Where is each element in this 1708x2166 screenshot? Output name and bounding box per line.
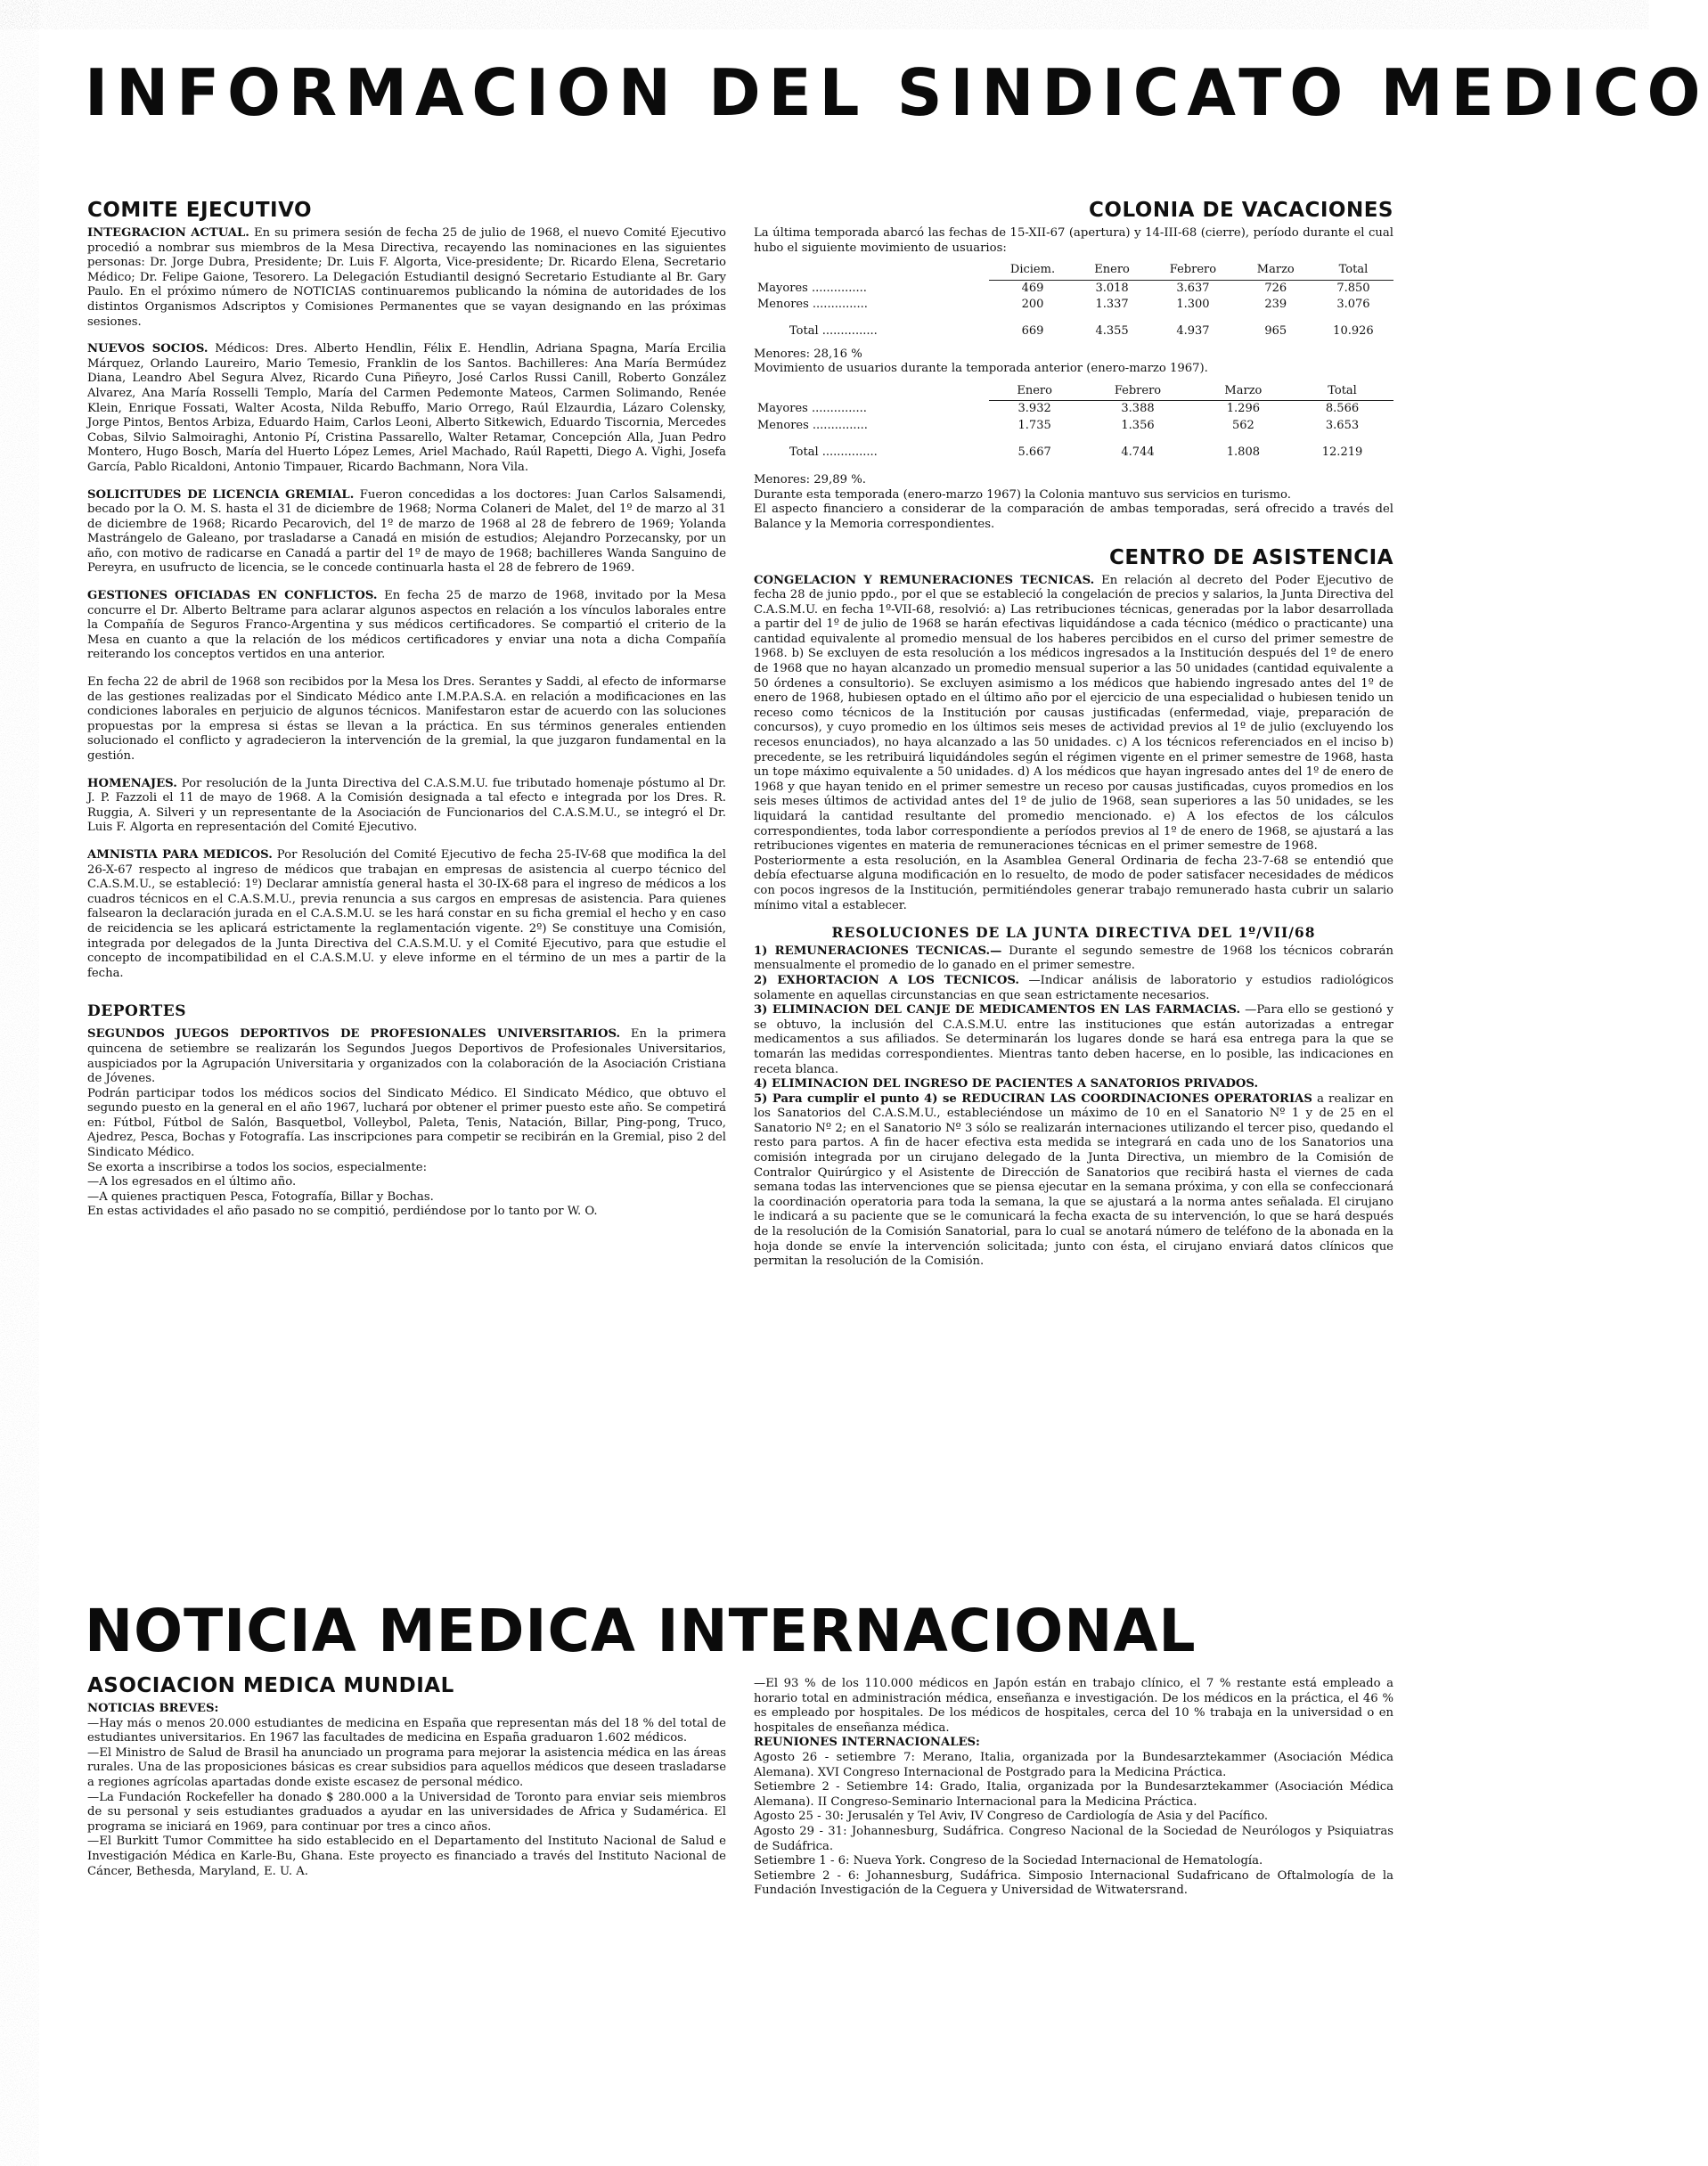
table-header [754, 261, 989, 280]
right-column [754, 198, 1393, 1270]
resolucion-3-lead: 3) ELIMINACION DEL CANJE DE MEDICAMENTOS EN LAS FARMACIAS. [754, 1003, 1241, 1018]
table-cell: 239 [1264, 298, 1287, 312]
licencia-lead: SOLICITUDES DE LICENCIA GREMIAL. [87, 487, 355, 502]
bottom-right-column [754, 1673, 1393, 1899]
table-cell: 4.937 [1176, 323, 1210, 338]
table-cell: 1.300 [1176, 298, 1210, 312]
table-header: Enero [1076, 261, 1148, 280]
resolucion-2-lead: 2) EXHORTACION A LOS TECNICOS. [754, 973, 1019, 987]
colonia-intro: La última temporada abarcó las fechas de 15-XII-67 (apertura) y 14-III-68 (cierre), período durante el cual hubo el siguiente movimiento de usuarios: [754, 226, 1393, 255]
posterior-paragraph: Posteriormente a esta resolución, en la Asamblea General Ordinaria de fecha 23-7-68 se entendió que debía efectuarse alguna modificación en lo resuelto, de modo de poder satisfacer necesidades de médicos con pocos ingresos de la Institución, permitiéndoles generar trabajo remunerado hasta cubrir un salario mínimo vital a establecer. [754, 854, 1393, 912]
resolucion-3 [754, 1003, 1393, 1077]
socios-paragraph [87, 342, 726, 475]
resolucion-5-lead: 5) Para cumplir el punto 4) se REDUCIRAN LAS COORDINACIONES OPERATORIAS [754, 1091, 1312, 1106]
banner-top-title: INFORMACION DEL SINDICATO MEDICO [85, 55, 1708, 130]
asociacion-title: ASOCIACION MEDICA MUNDIAL [87, 1674, 454, 1697]
table-cell: 1.296 [1226, 402, 1260, 416]
deportes-title: DEPORTES [87, 1002, 187, 1021]
table-cell: 3.653 [1325, 418, 1360, 432]
resolucion-5-text: a realizar en los Sanatorios del C.A.S.M.U., estableciéndose un máximo de 10 en el Sanatorio Nº 1 y de 25 en el Sanatorio Nº 2; en el Sanatorio Nº 3 sólo se realizarán internaciones utilizando el tercer piso, quedando el resto para partos. A fin de hacer efectiva esta medida se integrará en cada uno de los Sanatorios una comisión integrada por un cirujano delegado de la Junta Directiva, un miembro de la Comisión de Contralor Quirúrgico y el Asistente de Dirección de Sanatorios que recibirá hasta el viernes de cada semana todas las intervenciones que se piensa ejecutar en la semana próxima, y con ella se confeccionará la coordinación operatoria para toda la semana, la que se ajustará a la norma antes señalada. El cirujano le indicará a su paciente que se le comunicará la fecha exacta de su intervención, lo que se hará después de la resolución de la Comisión Sanatorial, para lo cual se anotará número de teléfono de la abonada en la hoja donde se envíe la intervención solicitada; junto con ésta, el cirujano enviará datos clínicos que permitan la resolución de la Comisión. [754, 1091, 1393, 1269]
participar-paragraph: Podrán participar todos los médicos socios del Sindicato Médico. El Sindicato Médico, que obtuvo el segundo puesto en la general en el año 1967, luchará por obtener el primer puesto este año. Se competirá en: Fútbol, Fútbol de Salón, Basquetbol, Volleybol, Paleta, Tenis, Natación, Billar, Ping-pong, Truco, Ajedrez, Pesca, Bochas y Fotografía. Las inscripciones para competir se recibirán en la Gremial, piso 2 del Sindicato Médico. [87, 1086, 726, 1160]
exhorta-item-2: —A quienes practiquen Pesca, Fotografía, Billar y Bochas. [87, 1189, 434, 1204]
table-cell: 4.355 [1095, 323, 1129, 338]
reunion-item: Setiembre 2 - 6: Johannesburg, Sudáfrica. Simposio Internacional Sudafricano de Oftalmología de la Fundación Investigación de la Ceguera y Universidad de Witwatersrand. [754, 1868, 1393, 1898]
resolucion-5 [754, 1092, 1393, 1270]
comite-title: COMITE EJECUTIVO [87, 199, 313, 222]
noticia-2: —El Ministro de Salud de Brasil ha anunciado un programa para mejorar la asistencia médica en las áreas rurales. Una de las proposiciones básicas es crear subsidios para aquellos médicos que deseen trasladarse a regiones agrícolas apartadas donde existe escasez de personal médico. [87, 1745, 726, 1789]
table-cell: 4.744 [1121, 445, 1155, 459]
table-total-row [754, 435, 1393, 462]
noticia-5: —El 93 % de los 110.000 médicos en Japón están en trabajo clínico, el 7 % restante está empleado a horario total en administración médica, enseñanza e investigación. De los médicos en la práctica, el 46 % es empleado por hospitales. De los médicos de hospitales, cerca del 10 % trabaja en la universidad o en hospitales de enseñanza médica. [754, 1677, 1393, 1735]
table-cell: 562 [1231, 418, 1254, 432]
table-cell: 1.735 [1017, 418, 1051, 432]
table-cell: 965 [1264, 323, 1287, 338]
amnistia-lead: AMNISTIA PARA MEDICOS. [87, 847, 273, 862]
reuniones-label: REUNIONES INTERNACIONALES: [754, 1736, 980, 1750]
table-header-row [754, 382, 1393, 401]
menores-2: Menores: 29,89 %. [754, 473, 866, 487]
colonia-table-2 [754, 382, 1393, 461]
reunion-item: Agosto 25 - 30: Jerusalén y Tel Aviv, IV Congreso de Cardiología de Asia y del Pacífico. [754, 1810, 1269, 1824]
banner-bottom-title: NOTICIA MEDICA INTERNACIONAL [85, 1597, 1197, 1665]
table-header: Total [1291, 382, 1393, 401]
socios-lead: NUEVOS SOCIOS. [87, 342, 208, 356]
wo-paragraph: En estas actividades el año pasado no se compitió, perdiéndose por lo tanto por W. O. [87, 1205, 598, 1219]
table-cell: 5.667 [1017, 445, 1051, 459]
table-cell: 1.337 [1095, 298, 1129, 312]
resolucion-1-lead: 1) REMUNERACIONES TECNICAS.— [754, 944, 1002, 958]
table-cell: Total ............... [789, 445, 878, 459]
aspecto-paragraph: El aspecto financiero a considerar de la comparación de ambas temporadas, será ofrecido a través del Balance y la Memoria correspondientes. [754, 503, 1393, 531]
table-header [754, 382, 989, 401]
table-cell: 3.018 [1095, 281, 1129, 295]
table-cell: 669 [1021, 323, 1044, 338]
table-header: Febrero [1080, 382, 1195, 401]
centro-title: CENTRO DE ASISTENCIA [1109, 545, 1393, 569]
amnistia-text: Por Resolución del Comité Ejecutivo de fecha 25-IV-68 que modifica la del 26-X-67 respecto al ingreso de médicos que trabajan en empresas de asistencia al cuerpo técnico del C.A.S.M.U., se estableció: 1º) Declarar amnistía general hasta el 30-IX-68 para el ingreso de médicos a los cuadros técnicos en el C.A.S.M.U., previa renuncia a sus cargos en empresas de asistencia. Para quienes falsearon la declaración jurada en el C.A.S.M.U. se les hará constar en su ficha gremial el hecho y en caso de reicidencia se les aplicará estrictamente la reglamentación vigente. 2º) Se constituye una Comisión, integrada por delegados de la Junta Directiva del C.A.S.M.U. y el Comité Ejecutivo, para que estudie el concepto de incompatibilidad en el C.A.S.M.U. y eleve informe en el término de un mes a partir de la fecha. [87, 847, 727, 980]
resoluciones-title: RESOLUCIONES DE LA JUNTA DIRECTIVA DEL 1º/VII/68 [831, 924, 1316, 942]
table-cell: Total ............... [789, 323, 878, 338]
movimiento-paragraph: Movimiento de usuarios durante la temporada anterior (enero-marzo 1967). [754, 362, 1208, 376]
table-cell: Menores ............... [757, 298, 868, 312]
integracion-lead: INTEGRACION ACTUAL. [87, 226, 249, 240]
juegos-paragraph [87, 1027, 726, 1086]
gestiones-paragraph [87, 589, 726, 663]
resolucion-4 [754, 1077, 1393, 1092]
abril-paragraph: En fecha 22 de abril de 1968 son recibidos por la Mesa los Dres. Serantes y Saddi, al efecto de informarse de las gestiones realizadas por el Sindicato Médico ante I.M.P.A.S.A. en relación a modificaciones en las condiciones laborales en perjuicio de algunos técnicos. Manifestaron estar de acuerdo con las soluciones propuestas por la empresa si éstas se llevan a la práctica. En sus términos generales entienden solucionado el conflicto y agradecieron la intervención de la gremial, la que juzgaron fundamental en la gestión. [87, 675, 726, 763]
noticia-4: —El Burkitt Tumor Committee ha sido establecido en el Departamento del Instituto Nacional de Salud e Investigación Médica en Karle-Bu, Ghana. Este proyecto es financiado a través del Instituto Nacional de Cáncer, Bethesda, Maryland, E. U. A. [87, 1835, 726, 1878]
noticias-label: NOTICIAS BREVES: [87, 1702, 219, 1715]
table-cell: 3.637 [1176, 281, 1210, 295]
integracion-paragraph [87, 226, 726, 330]
resolucion-2-text: —Indicar análisis de laboratorio y estudios radiológicos solamente en aquellas circunstancias en que sean estrictamente necesarios. [754, 973, 1394, 1002]
table-header-row [754, 261, 1393, 280]
table-header: Total [1313, 261, 1393, 280]
table-total-row [754, 314, 1393, 340]
table-cell: Menores ............... [757, 418, 868, 432]
exhorta-paragraph: Se exorta a inscribirse a todos los socios, especialmente: [87, 1160, 428, 1174]
table-row [754, 401, 1393, 418]
resolucion-3-text: —Para ello se gestionó y se obtuvo, la inclusión del C.A.S.M.U. entre las instituciones que están autorizadas a entregar medicamentos a sus afiliados. Se determinarán los lugares donde se hará esa entrega para la que se tomarán las medidas correspondientes. Mientras tanto deben hacerse, en lo posible, las indicaciones en receta blanca. [754, 1003, 1394, 1076]
table-cell: 7.850 [1336, 281, 1370, 295]
table-header: Marzo [1238, 261, 1313, 280]
bottom-left-column [87, 1673, 726, 1879]
table-cell: Mayores ............... [757, 402, 867, 416]
reunion-item: Agosto 26 - setiembre 7: Merano, Italia, organizada por la Bundesarztekammer (Asociación Médica Alemana). XVI Congreso Internacional de Postgrado para la Medicina Práctica. [754, 1750, 1393, 1779]
reunion-item: Setiembre 2 - Setiembre 14: Grado, Italia, organizada por la Bundesarztekammer (Asociación Médica Alemana). II Congreso-Seminario Internacional para la Medicina Práctica. [754, 1780, 1393, 1809]
homenajes-lead: HOMENAJES. [87, 776, 177, 790]
amnistia-paragraph [87, 848, 726, 981]
table-row [754, 297, 1393, 314]
table-cell: 726 [1264, 281, 1287, 295]
juegos-lead: SEGUNDOS JUEGOS DEPORTIVOS DE PROFESIONALES UNIVERSITARIOS. [87, 1027, 621, 1042]
table-cell: 1.356 [1121, 418, 1155, 432]
table-cell: 3.076 [1336, 298, 1370, 312]
socios-text: Médicos: Dres. Alberto Hendlin, Félix E. Hendlin, Adriana Spagna, María Ercilia Márquez, Orlando Laureiro, Mario Temesio, Franklin de los Santos. Bachilleres: Ana María Bermúdez Diana, Leandro Abel Segura Alvez, Ricardo Cuna Piñeyro, José Carlos Russi Canill, Roberto González Alvarez, Ana María Rosselli Templo, María del Carmen Pedemonte Mateos, Carmen Solimando, Renée Klein, Enrique Fossati, Walter Acosta, Nilda Rebuffo, Mario Orrego, Raúl Elzaurdia, Lázaro Colensky, Jorge Pintos, Bentos Arbiza, Eduardo Haim, Carlos Leoni, Alberto Sitkewich, Eduardo Tiscornia, Mercedes Cobas, Silvio Salmoiraghi, Antonio Pí, Cristina Passarello, Walter Retamar, Concepción Alla, Juan Pedro Montero, Hugo Bosch, María del Huerto López Lemes, Ariel Machado, Raúl Rapetti, Diego A. Vighi, Josefa García, Pablo Ricaldoni, Antonio Timpauer, Ricardo Bachmann, Nora Vila. [87, 342, 726, 474]
resolucion-1 [754, 944, 1393, 974]
table-cell: 1.808 [1226, 445, 1260, 459]
noticia-3: —La Fundación Rockefeller ha donado $ 280.000 a la Universidad de Toronto para enviar seis miembros de su personal y seis estudiantes graduados a ayudar en las universidades de Africa y Sudamérica. El programa se iniciará en 1969, para continuar por tres a cinco años. [87, 1790, 726, 1834]
exhorta-item-1: —A los egresados en el último año. [87, 1175, 297, 1189]
gestiones-text: En fecha 25 de marzo de 1968, invitado por la Mesa concurre el Dr. Alberto Beltrame para aclarar algunos aspectos en relación a los vínculos laborales entre la Compañía de Seguros Franco-Argentina y sus médicos certificadores. Se compartió el criterio de la Mesa en cuanto a que la relación de los médicos certificadores y enviar una nota a dicha Compañía reiterando los conceptos vertidos en una anterior. [87, 589, 726, 662]
left-column [87, 198, 726, 1220]
resolucion-2 [754, 974, 1393, 1003]
table-cell: 8.566 [1325, 402, 1360, 416]
table-cell: 3.932 [1017, 402, 1051, 416]
table-cell: 469 [1021, 281, 1044, 295]
resolucion-4-lead: 4) ELIMINACION DEL INGRESO DE PACIENTES A SANATORIOS PRIVADOS. [754, 1077, 1259, 1091]
table-header: Marzo [1196, 382, 1291, 401]
licencia-paragraph [87, 488, 726, 577]
table-header: Enero [989, 382, 1080, 401]
juegos-text: En la primera quincena de setiembre se realizarán los Segundos Juegos Deportivos de Profesionales Universitarios, auspiciados por la Agrupación Universitaria y organizados con la colaboración de la Asociación Cristiana de Jóvenes. [87, 1027, 726, 1086]
noticia-1: —Hay más o menos 20.000 estudiantes de medicina en España que representan más del 18 % del total de estudiantes universitarios. En 1967 las facultades de medicina en España graduaron 1.602 médicos. [87, 1716, 726, 1745]
table-header: Febrero [1148, 261, 1238, 280]
table-cell: Mayores ............... [757, 281, 867, 295]
colonia-table-1 [754, 261, 1393, 339]
table-row [754, 418, 1393, 435]
colonia-title: COLONIA DE VACACIONES [1089, 199, 1393, 222]
table-cell: 10.926 [1333, 323, 1374, 338]
table-header: Diciem. [989, 261, 1076, 280]
licencia-text: Fueron concedidas a los doctores: Juan Carlos Salsamendi, becado por la O. M. S. hasta el 31 de diciembre de 1968; Norma Colaneri de Malet, del 1º de marzo al 31 de diciembre de 1968; Ricardo Pecarovich, del 1º de marzo de 1968 al 28 de febrero de 1969; Yolanda Mastrángelo de Galeano, por trasladarse a Canadá en misión de estudios; Alejandro Porzecansky, por un año, con motivo de radicarse en Canadá a partir del 1º de mayo de 1968; bachilleres Wanda Sanguino de Pereyra, en usufructo de licencia, se le concede continuarla hasta el 28 de febrero de 1969. [87, 487, 726, 576]
table-row [754, 280, 1393, 297]
congelacion-text: En relación al decreto del Poder Ejecutivo de fecha 28 de junio ppdo., por el que se estableció la congelación de precios y salarios, la Junta Directiva del C.A.S.M.U. en fecha 1º-VII-68, resolvió: a) Las retribuciones técnicas, generadas por la labor desarrollada a partir del 1º de julio de 1968 se harán efectivas liquidándose a cada técnico (médico o practicante) una cantidad equivalente al promedio mensual de los haberes percibidos en el curso del primer semestre de 1968. b) Se excluyen de esta resolución a los médicos ingresados a la Institución después del 1º de enero de 1968 que no hayan alcanzado un promedio mensual superior a las 50 unidades (cantidad equivalente a 50 órdenes a consultorio). Se excluyen asimismo a los médicos que habiendo ingresado antes del 1º de enero de 1968, hubiesen optado en el último año por el ejercicio de una especialidad o hubiesen tenido un receso como técnicos de la Institución por causas justificadas (enfermedad, viaje, preparación de concursos), y cuyo promedio en los últimos seis meses de actividad previos al 1º de julio (excluyendo los recesos enunciados), no haya alcanzado a las 50 unidades. c) A los técnicos referenciados en el inciso b) precedente, se les retribuirá liquidándoles según el régimen vigente en el primer semestre de 1968, hasta un tope máximo equivalente a 50 unidades. d) A los médicos que hayan ingresado antes del 1º de enero de 1968 y que hayan tenido en el primer semestre un receso por causas justificadas, cuyos promedios en los seis meses últimos de actividad antes del 1º de julio de 1968, sean superiores a las 50 unidades, se les liquidará la cantidad resultante del promedio mencionado. e) A los efectos de los cálculos correspondientes, toda labor correspondiente a períodos previos al 1º de enero de 1968, se ajustará a las retribuciones vigentes en materia de remuneraciones técnicas en el primer semestre de 1968. [754, 573, 1393, 854]
table-cell: 3.388 [1121, 402, 1155, 416]
congelacion-lead: CONGELACION Y REMUNERACIONES TECNICAS. [754, 573, 1095, 587]
menores-1: Menores: 28,16 % [754, 347, 862, 361]
homenajes-paragraph [87, 777, 726, 836]
resolucion-1-text: Durante el segundo semestre de 1968 los técnicos cobrarán mensualmente el promedio de lo ganado en el primer semestre. [754, 944, 1393, 973]
table-cell: 200 [1021, 298, 1044, 312]
table-cell: 12.219 [1321, 445, 1363, 459]
homenajes-text: Por resolución de la Junta Directiva del C.A.S.M.U. fue tributado homenaje póstumo al Dr. J. P. Fazzoli el 11 de mayo de 1968. A la Comisión designada a tal efecto e integrada por los Dres. R. Ruggia, A. Silveri y un representante de la Asociación de Funcionarios del C.A.S.M.U., se integró el Dr. Luis F. Algorta en representación del Comité Ejecutivo. [87, 776, 726, 835]
congelacion-paragraph [754, 574, 1393, 854]
gestiones-lead: GESTIONES OFICIADAS EN CONFLICTOS. [87, 589, 378, 603]
durante-paragraph: Durante esta temporada (enero-marzo 1967) la Colonia mantuvo sus servicios en turismo. [754, 487, 1291, 502]
reunion-item: Setiembre 1 - 6: Nueva York. Congreso de la Sociedad Internacional de Hematología. [754, 1854, 1263, 1868]
reunion-item: Agosto 29 - 31: Johannesburg, Sudáfrica. Congreso Nacional de la Sociedad de Neurólogos y Psiquiatras de Sudáfrica. [754, 1824, 1393, 1853]
integracion-text: En su primera sesión de fecha 25 de julio de 1968, el nuevo Comité Ejecutivo procedió a nombrar sus miembros de la Mesa Directiva, recayendo las nominaciones en las siguientes personas: Dr. Jorge Dubra, Presidente; Dr. Luis F. Algorta, Vice-presidente; Dr. Ricardo Elena, Secretario Médico; Dr. Felipe Gaione, Tesorero. La Delegación Estudiantil designó Secretario Estudiante al Br. Gary Paulo. En el próximo número de NOTICIAS continuaremos publicando la nómina de autoridades de los distintos Organismos Adscriptos y Comisiones Permanentes que se vayan designando en las próximas sesiones. [87, 226, 726, 329]
